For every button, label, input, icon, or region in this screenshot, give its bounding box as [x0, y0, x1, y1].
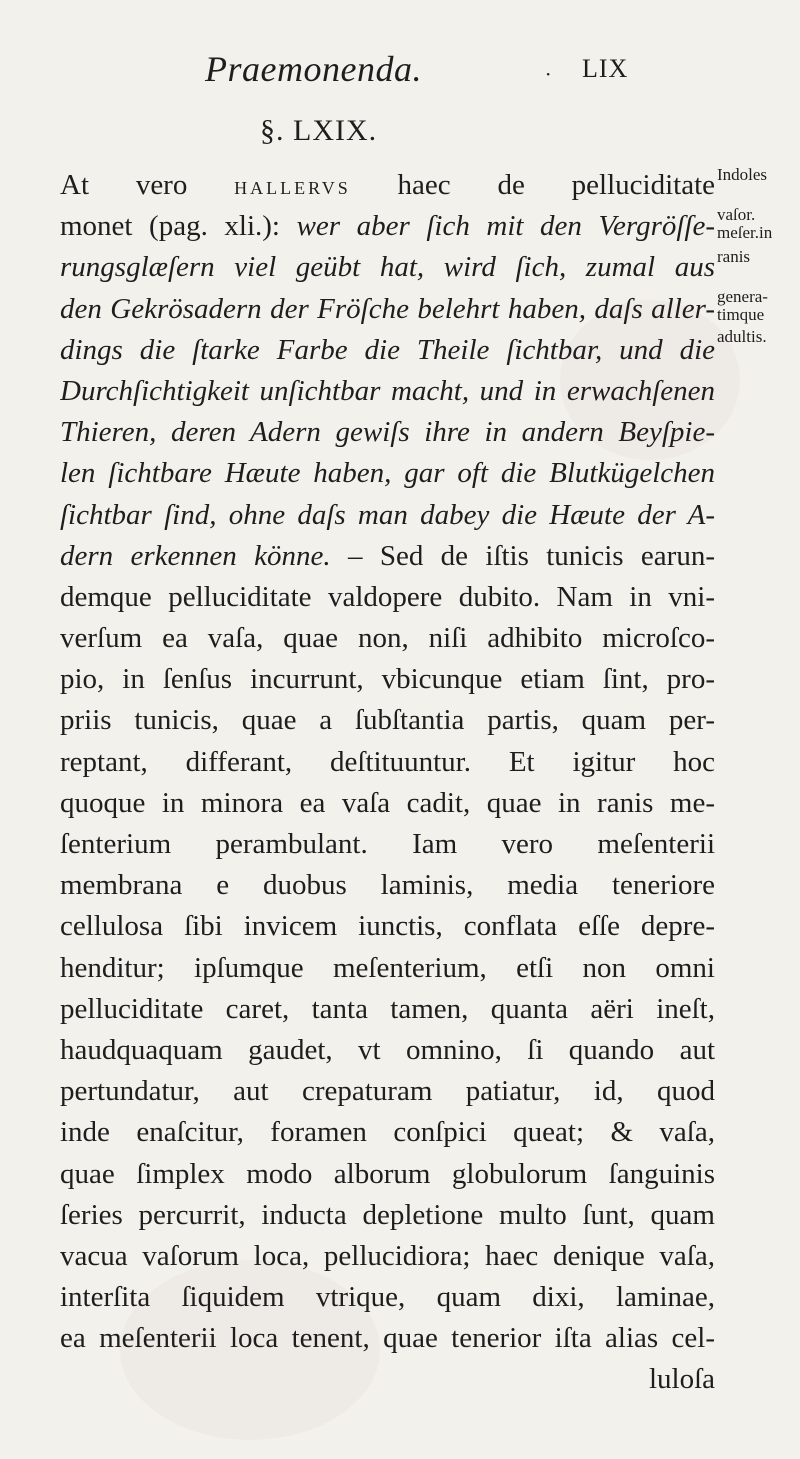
text-line [60, 1030, 715, 1071]
text-line [60, 1318, 715, 1359]
section-heading: §. LXIX. [260, 114, 378, 147]
margin-note: vaſor. [717, 205, 756, 224]
latin-text: demque pelluciditate valdopere dubito. Nam in vni- [60, 580, 715, 613]
running-title: Praemonenda. [205, 49, 422, 89]
text-line [60, 330, 715, 371]
latin-text: verſum ea vaſa, quae non, niſi adhibito microſco- [60, 622, 715, 655]
margin-note: timque [717, 305, 765, 324]
german-quote-text: dern erkennen könne. [60, 539, 331, 572]
text-line [60, 742, 715, 783]
margin-note: Indoles [717, 165, 768, 184]
author-name: hallervs [234, 171, 351, 200]
text-line [60, 948, 715, 989]
latin-text: luloſa [648, 1363, 715, 1396]
latin-text: ſenterium perambulant. Iam vero meſenterii [60, 828, 715, 860]
german-quote-text: rungsglæſern viel geübt hat, wird ſich, zumal aus [60, 251, 715, 284]
text-line [60, 495, 715, 536]
text-line [60, 618, 715, 659]
text-line [60, 1195, 715, 1236]
text-line [60, 989, 715, 1030]
body-text [60, 165, 715, 1401]
text-line [60, 371, 715, 412]
text-line [60, 1359, 715, 1400]
latin-text: reptant, differant, deſtituuntur. Et igitur hoc [60, 745, 715, 778]
text-line [60, 289, 715, 330]
latin-text: inde enaſcitur, foramen conſpici queat; & vaſa, [60, 1116, 715, 1149]
latin-text: quae ſimplex modo alborum globulorum ſanguinis [60, 1157, 715, 1190]
margin-note: ranis [717, 247, 751, 266]
text-line [60, 577, 715, 618]
margin-note: genera- [717, 287, 768, 306]
page-number: LIX [582, 54, 629, 83]
latin-text: pelluciditate caret, tanta tamen, quanta aëri ineſt, [60, 992, 715, 1025]
german-quote-text: len ſichtbare Hæute haben, gar oft die Blutkügelchen [60, 457, 715, 490]
latin-text: At vero [60, 169, 235, 201]
text-line [60, 1277, 715, 1318]
latin-text: cellulosa ſibi invicem iunctis, conflata eſſe depre- [60, 910, 715, 943]
latin-text: pertundatur, aut crepaturam patiatur, id, quod [60, 1075, 715, 1108]
text-line [60, 824, 715, 865]
text-line [60, 453, 715, 494]
running-head [0, 40, 800, 100]
text-line [60, 536, 715, 577]
margin-note: meſer.in [717, 223, 773, 242]
text-line [60, 206, 715, 247]
latin-text: haec de pelluciditate [350, 169, 715, 201]
latin-text: haudquaquam gaudet, vt omnino, ſi quando aut [60, 1033, 715, 1066]
latin-text: membrana e duobus laminis, media teneriore [60, 869, 715, 902]
german-quote-text: den Gekrösadern der Fröſche belehrt haben, daſs aller- [60, 292, 715, 325]
text-line [60, 1071, 715, 1112]
text-line [60, 1236, 715, 1277]
german-quote-text: dings die ſtarke Farbe die Theile ſichtbar, und die [60, 333, 715, 366]
text-line [60, 1154, 715, 1195]
latin-text: vacua vaſorum loca, pellucidiora; haec denique vaſa, [60, 1239, 715, 1272]
latin-text: quoque in minora ea vaſa cadit, quae in ranis me- [60, 786, 715, 819]
text-line [60, 700, 715, 741]
latin-text: henditur; ipſumque meſenterium, etſi non omni [60, 951, 715, 984]
text-line [60, 412, 715, 453]
margin-note: adultis. [717, 327, 767, 346]
latin-text: ea meſenterii loca tenent, quae tenerior iſta alias cel- [60, 1322, 715, 1355]
text-line [60, 906, 715, 947]
text-line [60, 865, 715, 906]
latin-text: monet (pag. xli.): [60, 210, 297, 243]
german-quote-text: Durchſichtigkeit unſichtbar macht, und in erwachſenen [60, 374, 715, 407]
latin-text: priis tunicis, quae a ſubſtantia partis, quam per- [60, 704, 715, 737]
running-head-dot: · [545, 62, 552, 86]
german-quote-text: Thieren, deren Adern gewiſs ihre in andern Beyſpie- [60, 416, 715, 449]
text-line [60, 247, 715, 288]
text-line [60, 783, 715, 824]
latin-text: interſita ſiquidem vtrique, quam dixi, laminae, [60, 1281, 715, 1314]
latin-text: ſeries percurrit, inducta depletione multo ſunt, quam [60, 1198, 715, 1231]
latin-text: pio, in ſenſus incurrunt, vbicunque etiam ſint, pro- [60, 663, 715, 696]
german-quote-text: wer aber ſich mit den Vergröſſe- [296, 210, 715, 243]
text-line [60, 165, 715, 206]
german-quote-text: ſichtbar ſind, ohne daſs man dabey die Hæute der A- [60, 498, 715, 531]
text-line [60, 1112, 715, 1153]
latin-text: – Sed de iſtis tunicis earun- [330, 539, 715, 572]
text-line [60, 659, 715, 700]
